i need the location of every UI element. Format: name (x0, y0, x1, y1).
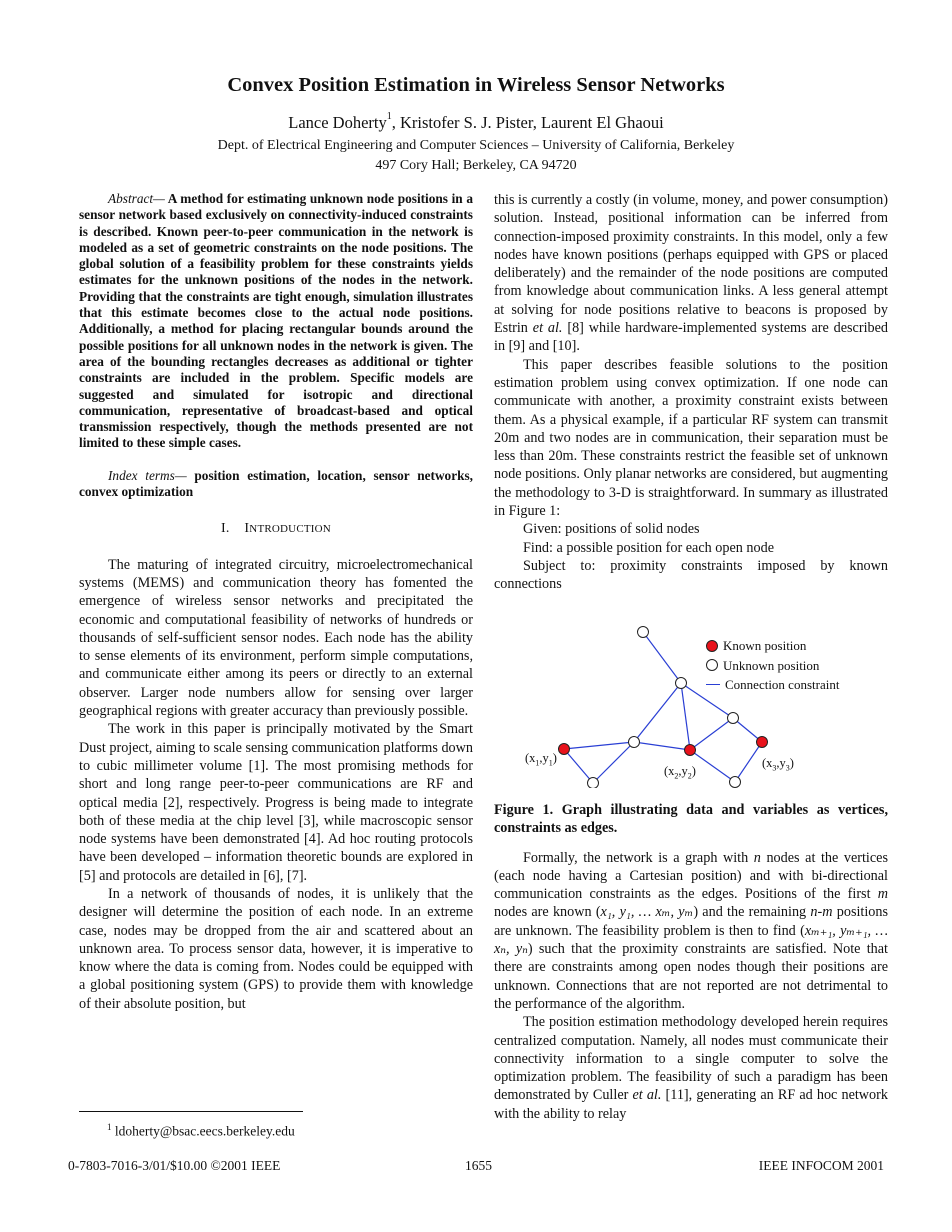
author-list (0, 113, 952, 133)
right-paragraph-1: this is currently a costly (in volume, money, and power consumption) solution. Instead, positional information can be inferred from connection-imposed proximity constraints. In this model, only a few nodes have known positions (perhaps equipped with GPS or placed deliberately) and the remainder of the node positions are computed from knowledge about communication links. A less general attempt at solving for node positions relative to beacons is proposed by Estrin et al. [8] while hardware-implemented systems are described in [9] and [10]. (494, 192, 888, 355)
summary-given: Given: positions of solid nodes (523, 521, 700, 538)
intro-paragraph-2: The work in this paper is principally motivated by the Smart Dust project, aiming to scale sensing communication platforms down to cubic millimeter volume [1]. The most promising methods for short and long range peer-to-peer communications are RF and optical media [2], respectively. Progress is being made to integrate both of these media at the chip level [3], while macroscopic sensor node systems have been demonstrated [4]. Ad hoc routing protocols have been developed – information theoretic bounds are explored in [5] and protocols are detailed in [6], [7]. (79, 721, 473, 884)
edge-hub-mid-left (634, 683, 681, 742)
edge-bottom-left-mid-left (593, 742, 634, 783)
label-node-1: $(x_1,y_1)$ (525, 751, 557, 768)
intro-paragraph-1: The maturing of integrated circuitry, microelectromechanical systems (MEMS) and communication theory has fomented the emergence of wireless sensor networks and precipitated the economic and computational feasibility of networks of hundreds or thousands of self-sufficient sensor nodes. Each node has the ability to sense elements of its environment, perform simple computations, and communicate either among its peers or directly to an external observer. Larger node numbers allow for sensing over larger geographical regions with greater accuracy than previously possible. (79, 556, 473, 720)
index-terms-label: Index terms— (108, 467, 187, 483)
figure-1-graph (494, 618, 888, 788)
known-node-icon (706, 640, 718, 652)
left-column (79, 191, 473, 1013)
abstract-label: Abstract— (108, 191, 165, 206)
label-node-2: $(x_2,y_2)$ (664, 764, 696, 781)
index-terms (79, 468, 473, 501)
footnote-email: ldoherty@bsac.eecs.berkeley.edu (114, 1123, 295, 1139)
unknown-node-icon (706, 659, 718, 671)
right-paragraph-3: Formally, the network is a graph with n nodes at the vertices (each node having a Cartesian position) and with bi-directional communication constraints as the edges. Positions of the first m nodes are known (x₁, y₁, … xₘ, yₘ) and the remaining n-m positions are unknown. The feasibility problem is then to find (xₘ₊₁, yₘ₊₁, … xₙ, yₙ) such that the proximity constraints are satisfied. Note that there are constraints among open nodes though their positions are unknown. Connections that are not reported are not detrimental to the performance of the algorithm. (494, 849, 889, 1012)
affiliation: Dept. of Electrical Engineering and Computer Sciences – University of California, Berkeley (217, 138, 735, 153)
edge-hub-n2 (681, 683, 690, 750)
unknown-node-mid-left (629, 737, 640, 748)
address: 497 Cory Hall; Berkeley, CA 94720 (375, 158, 577, 173)
unknown-node-top (638, 627, 649, 638)
unknown-node-right-upper (728, 713, 739, 724)
footnote-mark: 1 (386, 111, 392, 122)
edge-mid-left-n2 (634, 742, 690, 750)
unknown-node-hub (676, 678, 687, 689)
known-node-n1 (559, 744, 570, 755)
edge-n1-mid-left (564, 742, 634, 749)
right-column-top (494, 191, 888, 594)
unknown-node-bottom-left (588, 778, 599, 789)
unknown-node-bottom-right (730, 777, 741, 788)
section-heading-introduction: I. INTRODUCTION (221, 521, 331, 537)
footer-page-number: 1655 (465, 1158, 492, 1173)
edge-top-hub (643, 632, 681, 683)
known-node-n2 (685, 745, 696, 756)
abstract (79, 191, 473, 452)
footer-copyright: 0-7803-7016-3/01/$10.00 ©2001 IEEE (68, 1158, 281, 1173)
edge-n2-bottom-right (690, 750, 735, 782)
index-terms-text: position estimation, location, sensor networks, convex optimization (79, 467, 473, 500)
right-paragraph-4: The position estimation methodology developed herein requires centralized computation. Namely, all nodes must communicate their connectivity information to a single computer to solve the optimization problem. The feasibility of such a paradigm has been demonstrated by Culler et al. [11], generating an RF ad hoc network with the ability to relay (494, 1014, 888, 1122)
legend-edge: Connection constraint (706, 675, 839, 695)
right-column-bottom (494, 801, 888, 1123)
footnote-rule (79, 1111, 303, 1112)
abstract-text: A method for estimating unknown node positions in a sensor network based exclusively on connectivity-induced constraints is described. Known peer-to-peer communication in the network is modeled as a set of geometric constraints on the node positions. The global solution of a feasibility problem for these constraints yields estimates for the unknown positions of the nodes in the network. Providing that the constraints are tight enough, simulation illustrates that this estimate becomes close to the actual node positions. Additionally, a method for placing rectangular bounds around the possible positions for all unknown nodes in the network is given. The area of the bounding rectangles decreases as additional or tighter constraints are included in the problem. Specific models are suggested and simulated for isotropic and directional communication, representative of broadcast-based and optical transmission respectively, though the methods presented are not limited to these simple cases. (79, 191, 473, 451)
figure-legend (706, 636, 839, 695)
author-names-2: , Kristofer S. J. Pister, Laurent El Ghaoui (391, 113, 664, 132)
paper-title: Convex Position Estimation in Wireless Sensor Networks (227, 74, 725, 96)
footer-venue: IEEE INFOCOM 2001 (758, 1158, 884, 1173)
intro-paragraph-3: In a network of thousands of nodes, it is unlikely that the designer will determine the position of each node. In an extreme case, nodes may be dropped from the air and scattered about an unknown area. To process sensor data, however, it is imperative to know where the data is coming from. Nodes could be equipped with a global positioning system (GPS) to provide them with knowledge of their absolute position, but (79, 885, 473, 1012)
author-names-1: Lance Doherty (288, 113, 387, 132)
summary-subject: Subject to: proximity constraints imposed by known connections (494, 557, 888, 593)
known-node-n3 (757, 737, 768, 748)
figure-1-caption: Figure 1. Graph illustrating data and variables as vertices, constraints as edges. (494, 802, 888, 837)
label-node-3: $(x_3,y_3)$ (762, 756, 794, 773)
edge-line-icon (706, 684, 720, 685)
edge-n1-bottom-left (564, 749, 593, 783)
summary-find: Find: a possible position for each open node (523, 539, 774, 556)
legend-unknown: Unknown position (706, 656, 839, 676)
right-paragraph-2: This paper describes feasible solutions to the position estimation problem using convex optimization. If one node can communicate with another, a proximity constraint exists between them. As a physical example, if a particular RF system can transmit 20m and two nodes are in communication, their separation must be less than 20m. These constraints restrict the feasible set of unknown node positions. Only planar networks are considered, but augmenting the methodology to 3-D is straightforward. In summary as illustrated in Figure 1: (494, 356, 889, 520)
legend-known: Known position (706, 636, 839, 656)
edge-n3-bottom-right (735, 742, 762, 782)
footnote: $^1$ ldoherty@bsac.eecs.berkeley.edu (107, 1122, 295, 1139)
edge-right-upper-n2 (690, 718, 733, 750)
